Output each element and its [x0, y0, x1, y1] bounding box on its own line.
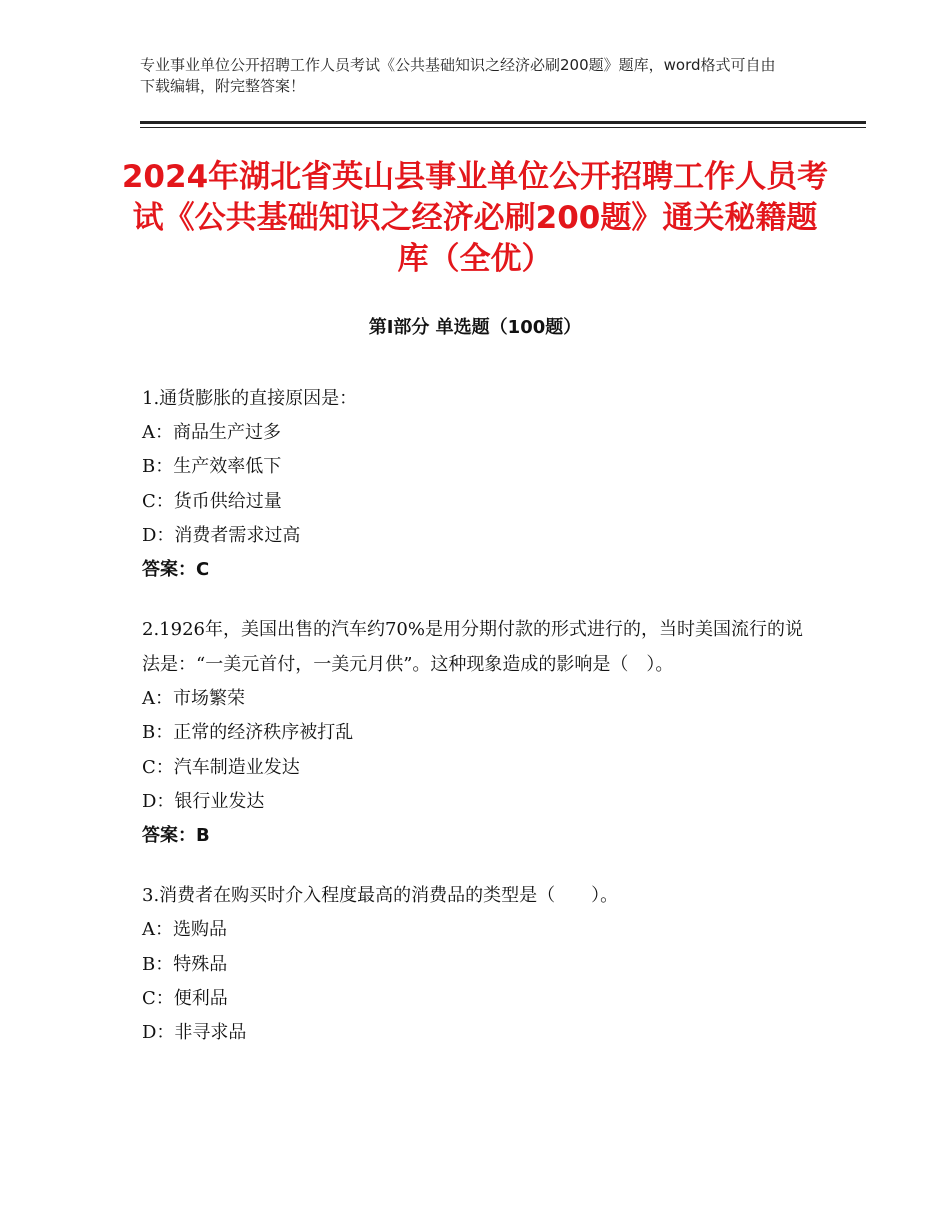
option-b: B：正常的经济秩序被打乱 — [142, 722, 354, 744]
option-c: C：汽车制造业发达 — [142, 756, 300, 778]
option-a: A：商品生产过多 — [142, 422, 281, 443]
question-stem: 1.通货膨胀的直接原因是： — [142, 388, 358, 409]
answer: 答案：C — [142, 559, 210, 581]
option-c: C：便利品 — [142, 987, 228, 1009]
option-b: B：生产效率低下 — [142, 456, 282, 478]
option-d: D：银行业发达 — [142, 791, 265, 813]
question-stem: 3.消费者在购买时介入程度最高的消费品的类型是（ ）。 — [142, 885, 619, 907]
option-c: C：货币供给过量 — [142, 490, 282, 512]
question-list — [142, 382, 812, 1077]
question-1 — [142, 382, 812, 587]
option-d: D：消费者需求过高 — [142, 524, 301, 546]
section-title: 第Ⅰ部分 单选题（100题） — [368, 317, 582, 338]
question-3 — [142, 879, 812, 1050]
option-b: B：特殊品 — [142, 953, 228, 975]
question-stem: 2.1926年，美国出售的汽车约70%是用分期付款的形式进行的，当时美国流行的说法是：“一美元首付，一美元月供”。这种现象造成的影响是（ ）。 — [142, 619, 803, 675]
header-rule-thin — [140, 127, 866, 128]
document-title: 2024年湖北省英山县事业单位公开招聘工作人员考试《公共基础知识之经济必刷200题》通关秘籍题库（全优） — [121, 159, 829, 277]
answer: 答案：B — [142, 825, 210, 847]
header-note: 专业事业单位公开招聘工作人员考试《公共基础知识之经济必刷200题》题库，word格式可自由下载编辑，附完整答案！ — [140, 56, 776, 95]
header-rule-thick — [140, 121, 866, 124]
question-2 — [142, 613, 812, 853]
option-d: D：非寻求品 — [142, 1022, 247, 1044]
option-a: A：选购品 — [142, 919, 227, 941]
option-a: A：市场繁荣 — [142, 688, 245, 710]
